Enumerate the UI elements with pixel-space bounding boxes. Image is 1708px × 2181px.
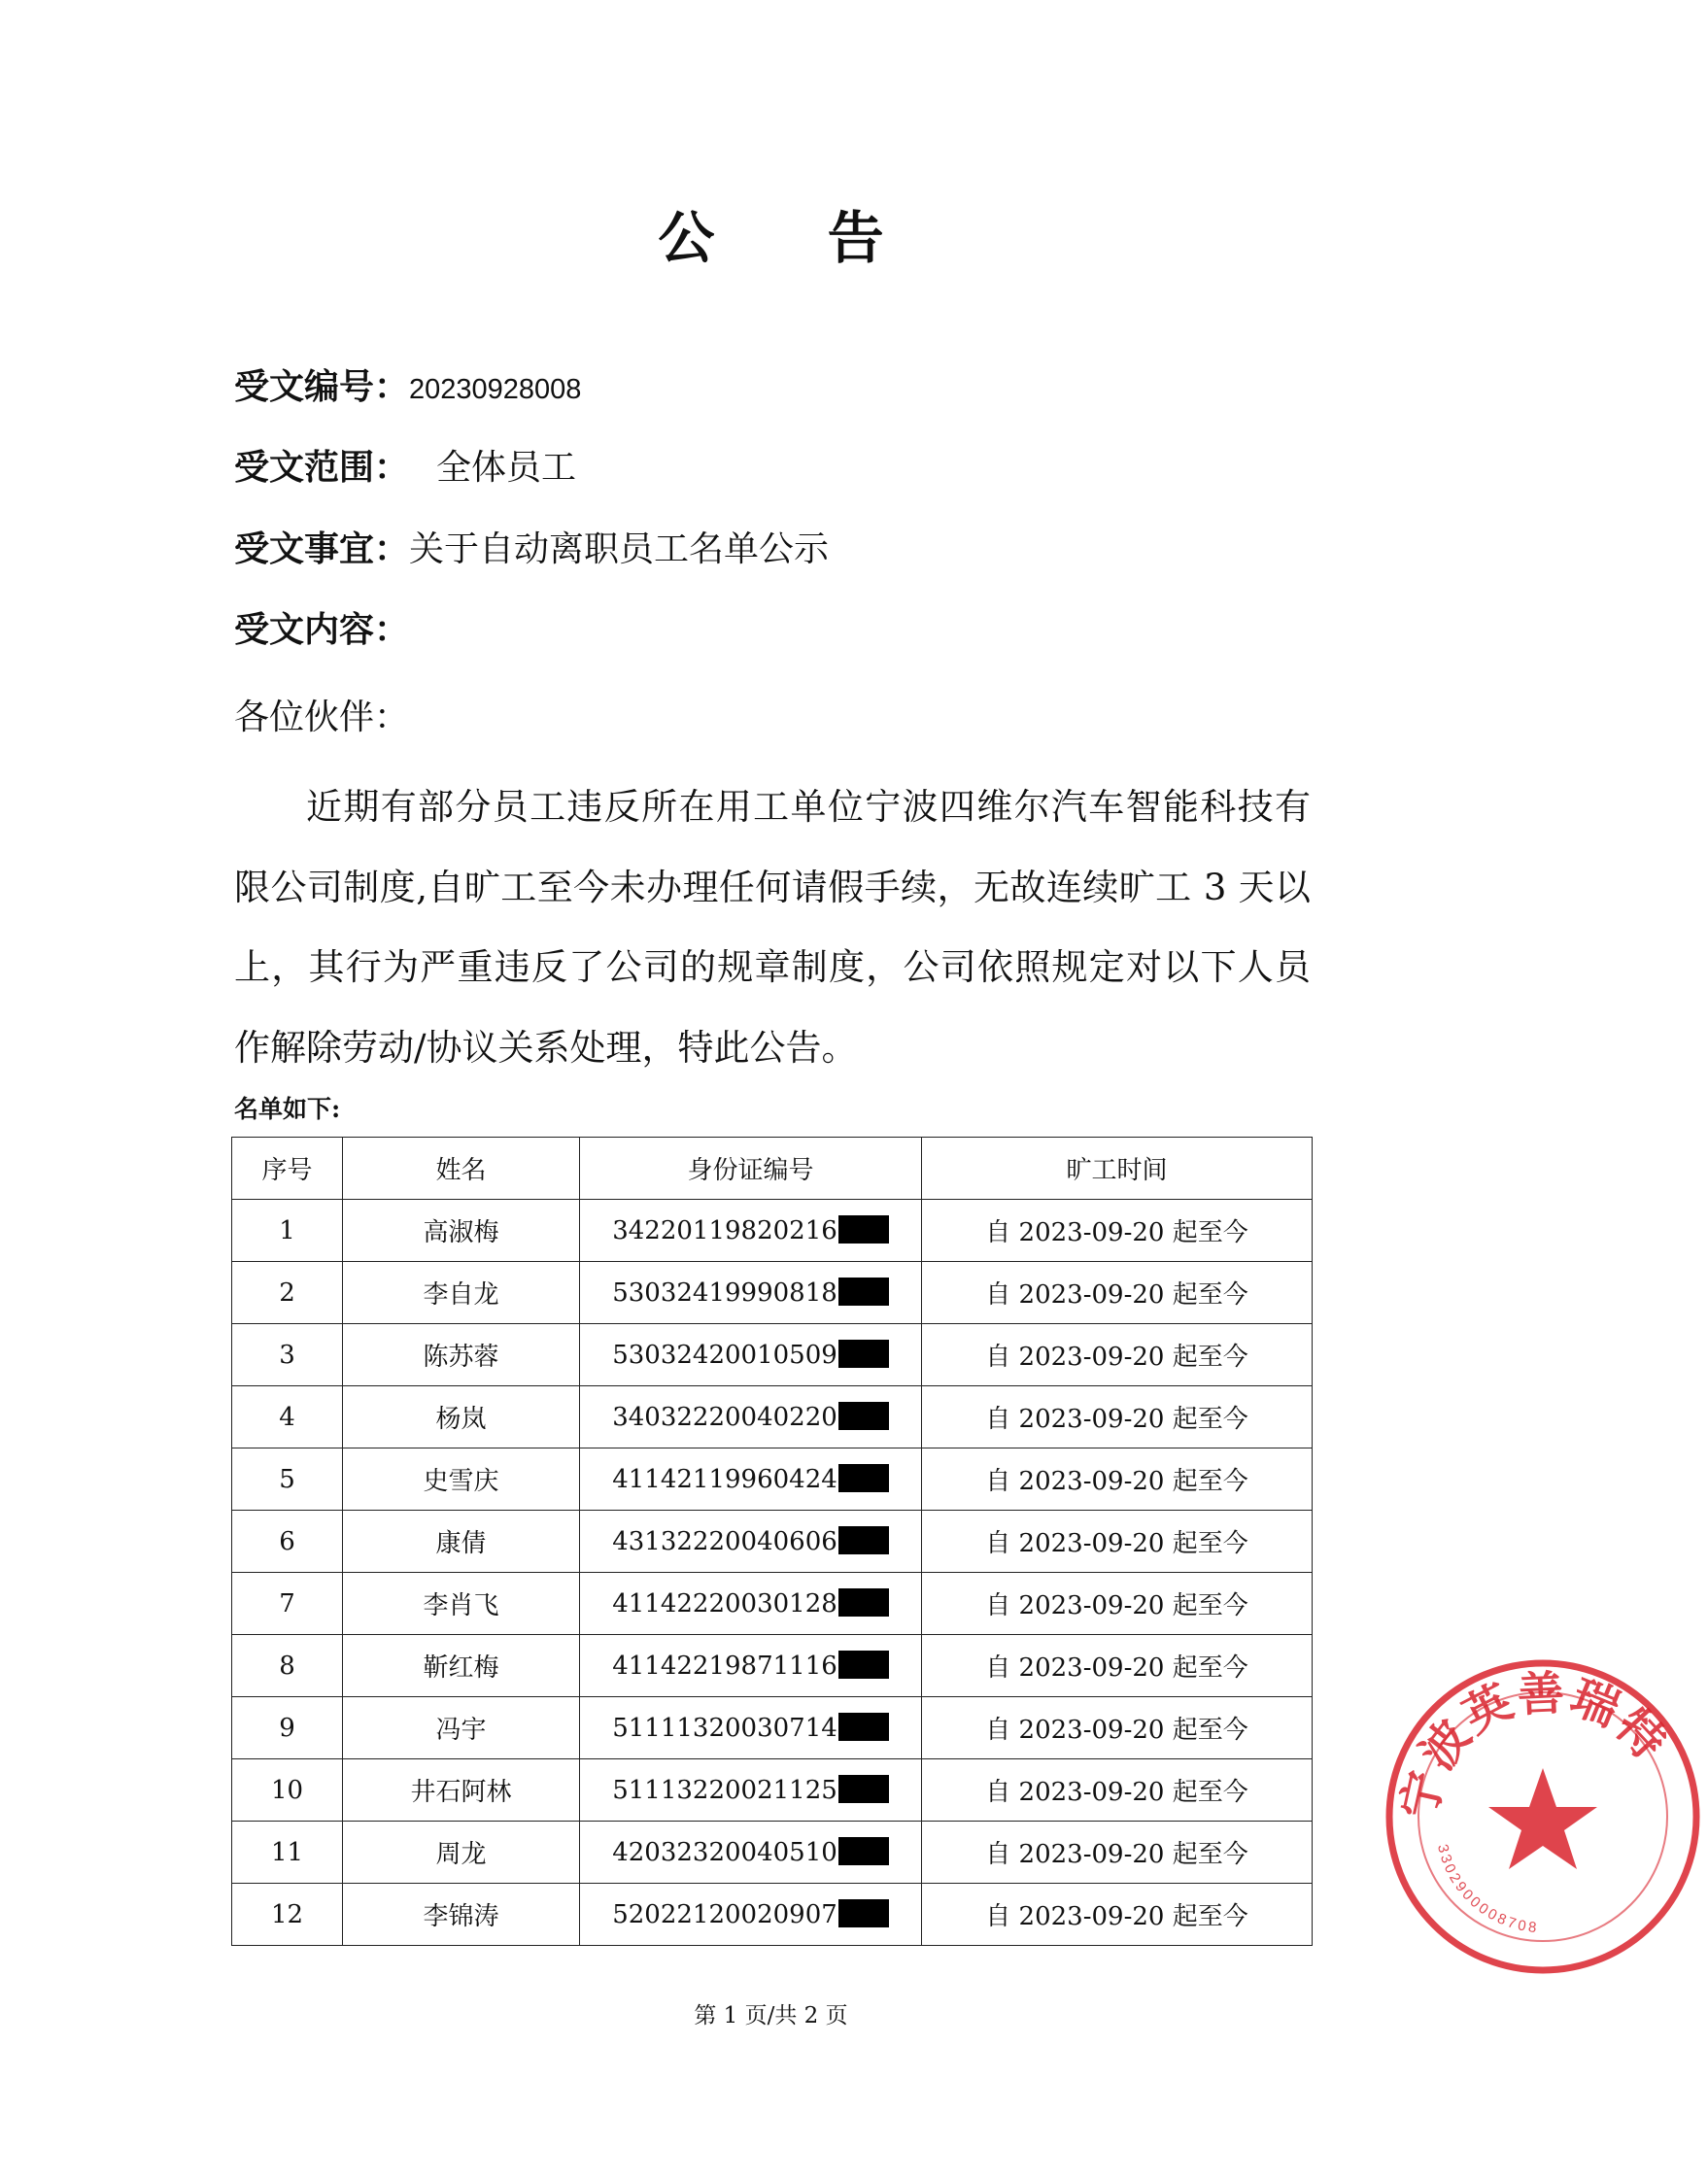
absence-period: 自 2023-09-20 起至今 [922, 1200, 1313, 1262]
absence-period: 自 2023-09-20 起至今 [922, 1635, 1313, 1697]
id-number: 42032320040510 [612, 1838, 837, 1867]
id-number: 34032220040220 [612, 1403, 837, 1432]
absence-period: 自 2023-09-20 起至今 [922, 1822, 1313, 1884]
header-name: 姓名 [343, 1138, 580, 1200]
employee-name: 井石阿林 [343, 1759, 580, 1822]
employee-name: 李锦涛 [343, 1884, 580, 1946]
id-number-cell [580, 1635, 922, 1697]
seal-star-icon [1488, 1768, 1597, 1869]
redaction-block [838, 1775, 889, 1803]
content-row [234, 608, 409, 652]
header-period: 旷工时间 [922, 1138, 1313, 1200]
redaction-block [838, 1464, 889, 1492]
table-row [232, 1573, 1313, 1635]
table-row [232, 1697, 1313, 1759]
list-heading: 名单如下: [234, 1095, 341, 1123]
id-number-cell [580, 1200, 922, 1262]
id-number: 34220119820216 [612, 1216, 837, 1245]
employee-name: 李自龙 [343, 1262, 580, 1324]
redaction-block [838, 1837, 889, 1865]
subject-label: 受文事宜： [234, 528, 410, 569]
table-row [232, 1262, 1313, 1324]
redaction-block [838, 1899, 889, 1927]
employee-table [231, 1137, 1313, 1946]
company-seal [1378, 1652, 1708, 1982]
absence-period: 自 2023-09-20 起至今 [922, 1759, 1313, 1822]
salutation: 各位伙伴： [234, 698, 410, 737]
employee-name: 高淑梅 [343, 1200, 580, 1262]
redaction-block [838, 1651, 889, 1679]
row-number: 1 [232, 1200, 343, 1262]
page-footer: 第 1 页/共 2 页 [694, 2003, 848, 2028]
absence-period: 自 2023-09-20 起至今 [922, 1573, 1313, 1635]
absence-period: 自 2023-09-20 起至今 [922, 1324, 1313, 1386]
table-row [232, 1511, 1313, 1573]
table-row [232, 1822, 1313, 1884]
table-row [232, 1386, 1313, 1448]
header-no: 序号 [232, 1138, 343, 1200]
row-number: 11 [232, 1822, 343, 1884]
employee-name: 杨岚 [343, 1386, 580, 1448]
id-number: 53032419990818 [612, 1278, 837, 1308]
employee-name: 李肖飞 [343, 1573, 580, 1635]
table-row [232, 1324, 1313, 1386]
row-number: 5 [232, 1448, 343, 1511]
employee-name: 康倩 [343, 1511, 580, 1573]
row-number: 7 [232, 1573, 343, 1635]
seal-text: 宁波英善瑞特 [1391, 1666, 1678, 1824]
scope-value: 全体员工 [436, 448, 577, 488]
employee-name: 周龙 [343, 1822, 580, 1884]
absence-period: 自 2023-09-20 起至今 [922, 1262, 1313, 1324]
id-number: 52022120020907 [612, 1900, 837, 1929]
subject-value: 关于自动离职员工名单公示 [409, 529, 830, 569]
id-number: 51113220021125 [612, 1776, 837, 1805]
id-number-cell [580, 1697, 922, 1759]
row-number: 9 [232, 1697, 343, 1759]
content-label: 受文内容： [234, 609, 410, 650]
employee-name: 靳红梅 [343, 1635, 580, 1697]
redaction-block [838, 1402, 889, 1430]
id-number: 41142220030128 [612, 1589, 837, 1619]
scope-label: 受文范围： [234, 447, 410, 488]
id-number-cell [580, 1386, 922, 1448]
redaction-block [838, 1215, 889, 1244]
subject-row [234, 528, 829, 571]
id-number-cell [580, 1511, 922, 1573]
redaction-block [838, 1340, 889, 1368]
notice-body: 近期有部分员工违反所在用工单位宁波四维尔汽车智能科技有限公司制度,自旷工至今未办理任何请假手续，无故连续旷工 3 天以上，其行为严重违反了公司的规章制度，公司依照规定对以下人员作解除劳动/协议关系处理，特此公告。 [234, 786, 1311, 1069]
seal-number: 3302900008708 [1433, 1842, 1541, 1937]
document-title: 公 告 [658, 205, 931, 271]
table-row [232, 1884, 1313, 1946]
id-number-cell [580, 1324, 922, 1386]
row-number: 2 [232, 1262, 343, 1324]
doc-number-label: 受文编号： [234, 366, 410, 407]
table-row [232, 1200, 1313, 1262]
id-number-cell [580, 1262, 922, 1324]
row-number: 12 [232, 1884, 343, 1946]
id-number-cell [580, 1448, 922, 1511]
employee-name: 史雪庆 [343, 1448, 580, 1511]
table-row [232, 1635, 1313, 1697]
id-number-cell [580, 1759, 922, 1822]
row-number: 10 [232, 1759, 343, 1822]
table-row [232, 1448, 1313, 1511]
doc-number-value: 20230928008 [409, 374, 582, 405]
employee-name: 陈苏蓉 [343, 1324, 580, 1386]
absence-period: 自 2023-09-20 起至今 [922, 1511, 1313, 1573]
header-id: 身份证编号 [580, 1138, 922, 1200]
absence-period: 自 2023-09-20 起至今 [922, 1697, 1313, 1759]
row-number: 3 [232, 1324, 343, 1386]
redaction-block [838, 1588, 889, 1617]
id-number: 41142119960424 [612, 1465, 837, 1494]
doc-number-row [234, 365, 581, 411]
redaction-block [838, 1278, 889, 1306]
id-number: 51111320030714 [612, 1714, 837, 1743]
id-number: 41142219871116 [612, 1652, 837, 1681]
redaction-block [838, 1713, 889, 1741]
row-number: 6 [232, 1511, 343, 1573]
employee-name: 冯宇 [343, 1697, 580, 1759]
absence-period: 自 2023-09-20 起至今 [922, 1448, 1313, 1511]
row-number: 4 [232, 1386, 343, 1448]
redaction-block [838, 1526, 889, 1554]
scope-row [234, 446, 576, 490]
id-number-cell [580, 1884, 922, 1946]
table-header-row [232, 1138, 1313, 1200]
id-number: 43132220040606 [612, 1527, 837, 1556]
absence-period: 自 2023-09-20 起至今 [922, 1884, 1313, 1946]
row-number: 8 [232, 1635, 343, 1697]
absence-period: 自 2023-09-20 起至今 [922, 1386, 1313, 1448]
id-number-cell [580, 1573, 922, 1635]
table-row [232, 1759, 1313, 1822]
id-number-cell [580, 1822, 922, 1884]
id-number: 53032420010509 [612, 1341, 837, 1370]
